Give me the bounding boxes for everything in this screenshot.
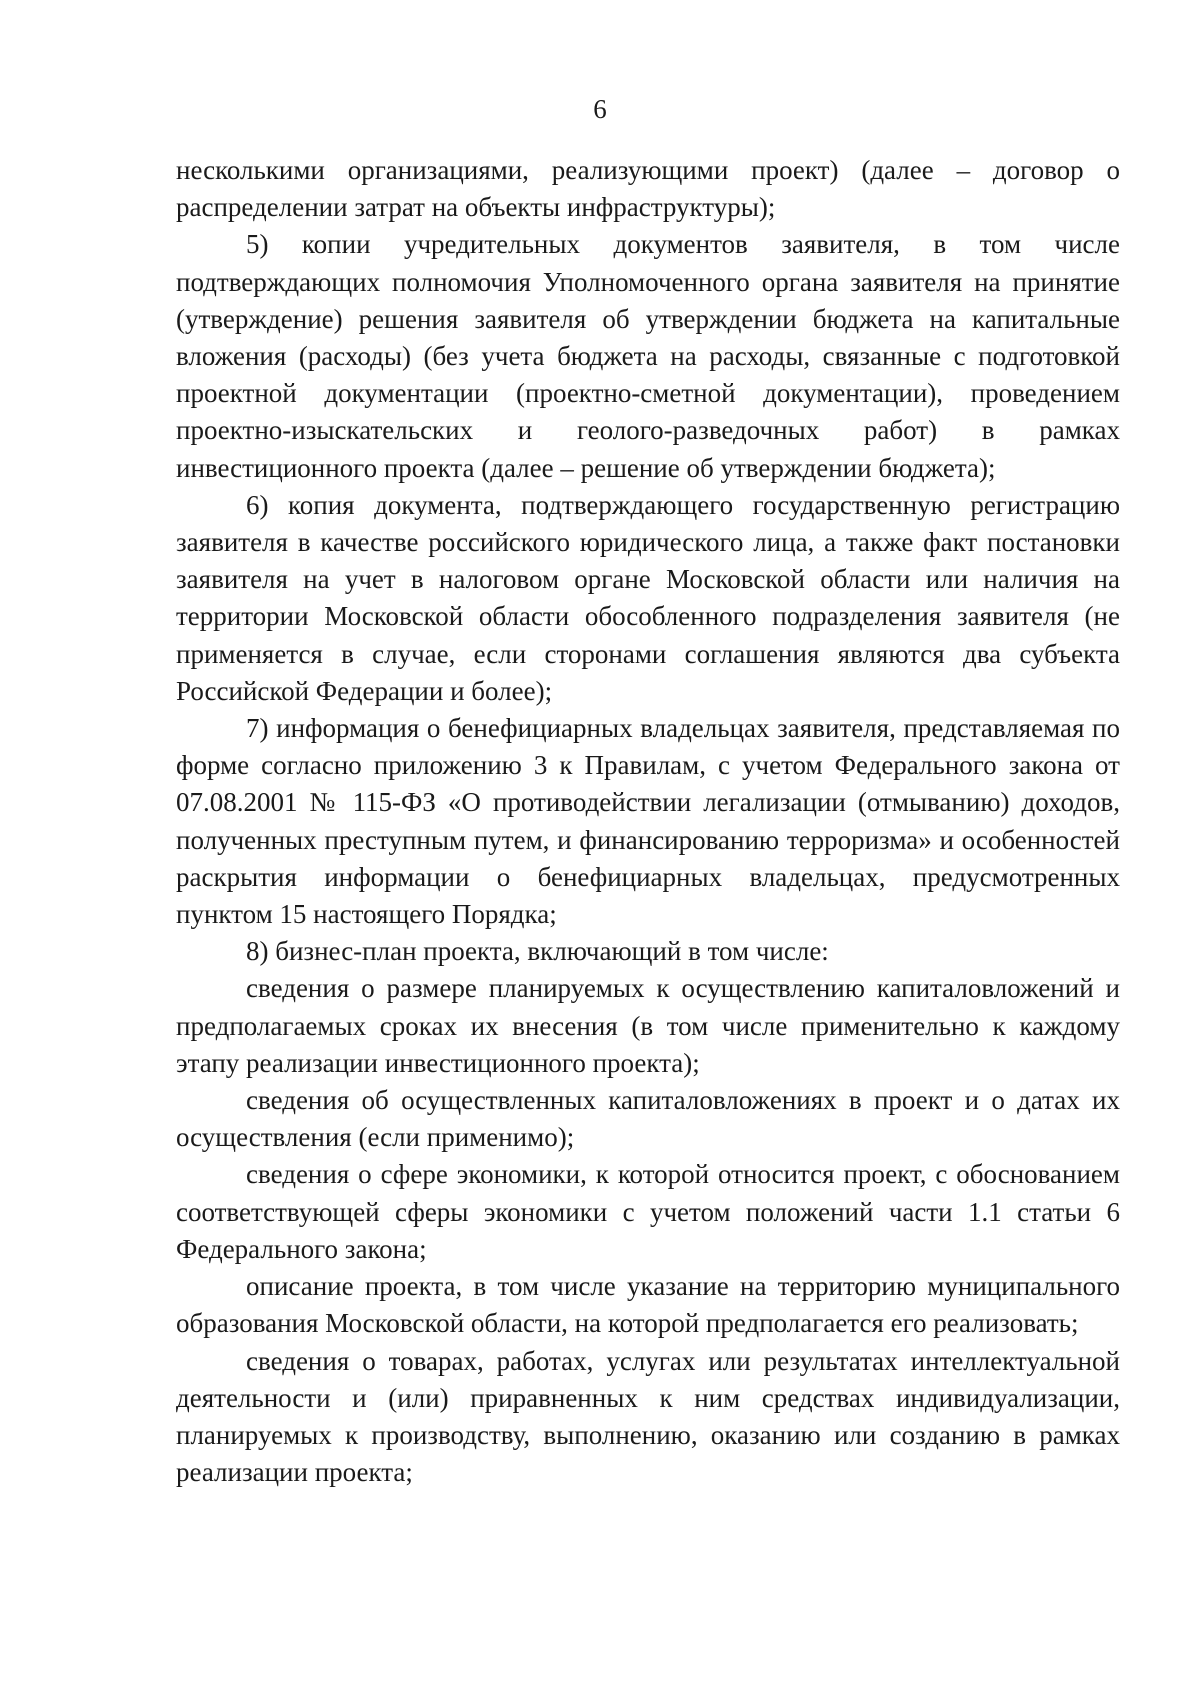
paragraph-item-8: 8) бизнес-план проекта, включающий в том числе:	[246, 936, 829, 967]
paragraph-business-plan-project-description: описание проекта, в том числе указание на территорию муниципального образования Московской области, на которой предполагается его реализовать;	[176, 1271, 1120, 1339]
paragraph-item-7: 7) информация о бенефициарных владельцах заявителя, представляемая по форме согласно приложению 3 к Правилам, с учетом Федерального закона от 07.08.2001 № 115-ФЗ «О противодействии легализации (отмыванию) доходов, полученных преступным путем, и финансированию терроризма» и особенностей раскрытия информации о бенефициарных владельцах, предусмотренных пунктом 15 настоящего Порядка;	[176, 713, 1120, 930]
paragraph-business-plan-goods-services: сведения о товарах, работах, услугах или результатах интеллектуальной деятельности и (или) приравненных к ним средствах индивидуализации, планируемых к производству, выполнению, оказанию или созданию в рамках реализации проекта;	[176, 1345, 1120, 1488]
paragraph-continuation: несколькими организациями, реализующими проект) (далее – договор о распределении затрат на объекты инфраструктуры);	[176, 155, 1120, 223]
paragraph-item-6: 6) копия документа, подтверждающего государственную регистрацию заявителя в качестве российского юридического лица, а также факт постановки заявителя на учет в налоговом органе Московской области или наличия на территории Московской области обособленного подразделения заявителя (не применяется в случае, если сторонами соглашения являются два субъекта Российской Федерации и более);	[176, 489, 1120, 706]
document-body	[176, 152, 1120, 1491]
paragraph-business-plan-made-investments: сведения об осуществленных капиталовложениях в проект и о датах их осуществления (если применимо);	[176, 1085, 1120, 1153]
paragraph-business-plan-capital-investments: сведения о размере планируемых к осуществлению капиталовложений и предполагаемых сроках их внесения (в том числе применительно к каждому этапу реализации инвестиционного проекта);	[176, 973, 1120, 1078]
paragraph-business-plan-economy-sphere: сведения о сфере экономики, к которой относится проект, с обоснованием соответствующей сферы экономики с учетом положений части 1.1 статьи 6 Федерального закона;	[176, 1159, 1120, 1264]
page-number: 6	[593, 94, 607, 124]
paragraph-item-5: 5) копии учредительных документов заявителя, в том числе подтверждающих полномочия Уполномоченного органа заявителя на принятие (утверждение) решения заявителя об утверждении бюджета на капитальные вложения (расходы) (без учета бюджета на расходы, связанные с подготовкой проектной документации (проектно-сметной документации), проведением проектно-изыскательских и геолого-разведочных работ) в рамках инвестиционного проекта (далее – решение об утверждении бюджета);	[176, 229, 1120, 483]
